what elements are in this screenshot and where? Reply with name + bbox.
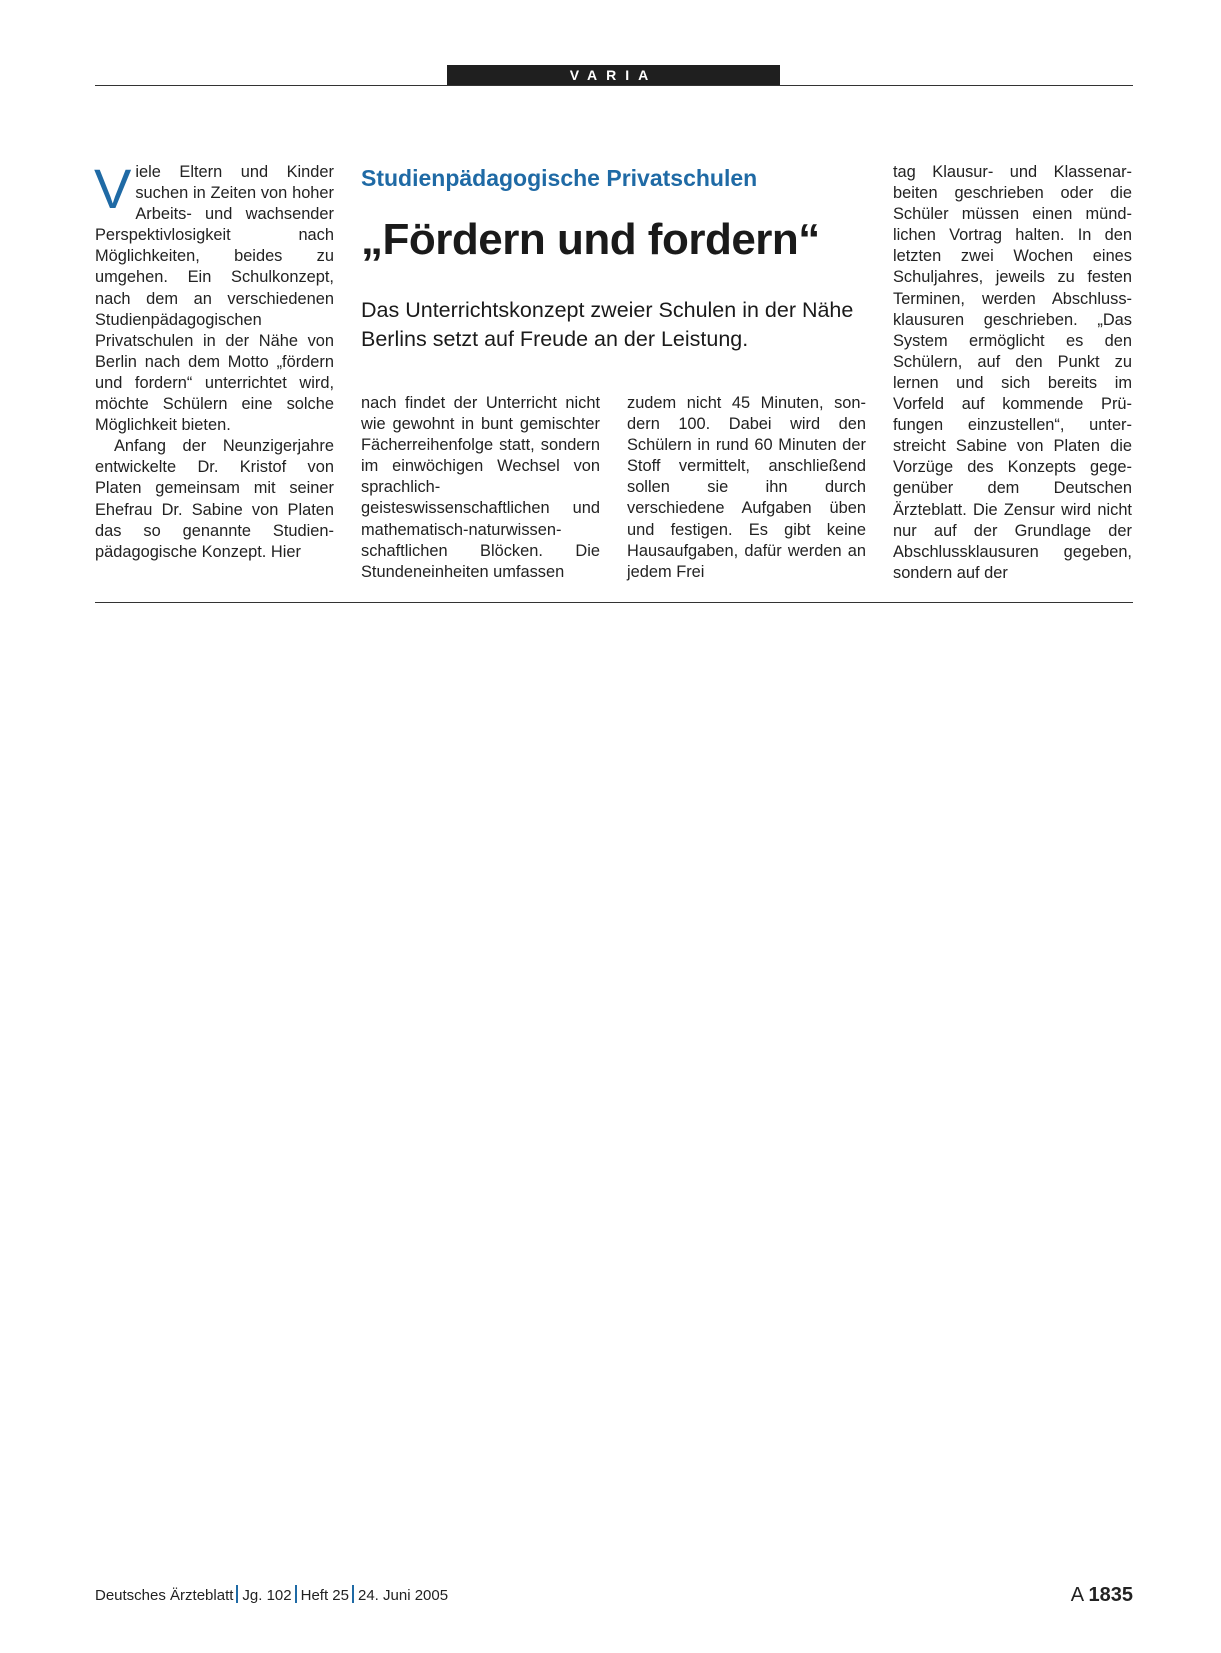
footer-date: 24. Juni 2005 bbox=[358, 1587, 449, 1604]
article-lede: Das Unterrichtskonzept zweier Schulen in der Nähe Berlins setzt auf Freude an der Leistung. bbox=[361, 298, 854, 351]
paragraph-1-text: iele Eltern und Kinder suchen in Zeiten von hoher Arbeits- und wachsender Perspektivlosigkeit nach Möglichkeiten, beides zu umgehen. Ein Schulkonzept, nach dem an verschiedenen Studienpädagogischen Privatschulen in der Nähe von Berlin nach dem Motto „fördern und fordern“ unterrichtet wird, möchte Schülern eine solche Möglichkeit bieten. bbox=[95, 163, 334, 435]
text-column-3 bbox=[627, 393, 866, 583]
drop-cap: V bbox=[94, 157, 132, 220]
article-headline: „Fördern und fordern“ bbox=[361, 215, 820, 264]
article-kicker: Studienpädagogische Privatschulen bbox=[361, 165, 758, 191]
paragraph-3: nach findet der Unterricht nicht wie gewohnt in bunt gemischter Fächerreihenfolge statt, sondern im einwöchigen Wechsel von sprachlich-geisteswissenschaftlichen und mathematisch-naturwissenschaftlichen Blöcken. Die Stundeneinheiten umfassen bbox=[361, 394, 600, 581]
footer-journal: Deutsches Ärzteblatt bbox=[95, 1587, 234, 1604]
footer-volume: Jg. 102 bbox=[242, 1587, 292, 1604]
footer-separator bbox=[236, 1585, 238, 1603]
footer-issue: Heft 25 bbox=[300, 1587, 349, 1604]
page-prefix: A bbox=[1070, 1584, 1083, 1606]
text-column-4 bbox=[893, 162, 1132, 584]
text-column-2 bbox=[361, 393, 600, 583]
paragraph-2: Anfang der Neunzigerjahre entwickelte Dr. Kristof von Platen gemeinsam mit seiner Ehefrau Dr. Sabine von Platen das so genannte Studienpädagogische Konzept. Hier bbox=[95, 437, 334, 561]
page-number-value: 1835 bbox=[1088, 1584, 1133, 1606]
header-rule bbox=[95, 85, 1133, 86]
footer-separator bbox=[295, 1585, 297, 1603]
paragraph-5: tag Klausur- und Klassenarbeiten geschrieben oder die Schüler müssen einen mündlichen Vortrag halten. In den letzten zwei Wochen eines Schuljahres, jeweils zu festen Terminen, werden Abschlussklausuren geschrieben. „Das System ermöglicht es den Schülern, auf den Punkt zu lernen und sich bereits im Vorfeld auf kommende Prüfungen einzustellen“, unterstreicht Sabine von Platen die Vorzüge des Konzepts gegegenüber dem Deutschen Ärzteblatt. Die Zensur wird nicht nur auf der Grundlage der Abschlussklausuren gegeben, sondern auf der bbox=[893, 163, 1132, 582]
paragraph-1 bbox=[94, 157, 334, 436]
section-label: VARIA bbox=[447, 65, 780, 85]
text-column-1 bbox=[94, 157, 334, 563]
footer-separator bbox=[352, 1585, 354, 1603]
article-bottom-rule bbox=[95, 602, 1133, 603]
paragraph-4: zudem nicht 45 Minuten, sondern 100. Dabei wird den Schülern in rund 60 Minuten der Stoff vermittelt, anschließend sollen sie ihn durch verschiedene Aufgaben üben und festigen. Es gibt keine Hausaufgaben, dafür werden an jedem Frei bbox=[627, 394, 866, 581]
page-number bbox=[1071, 1582, 1133, 1608]
page-footer bbox=[95, 1584, 1133, 1608]
